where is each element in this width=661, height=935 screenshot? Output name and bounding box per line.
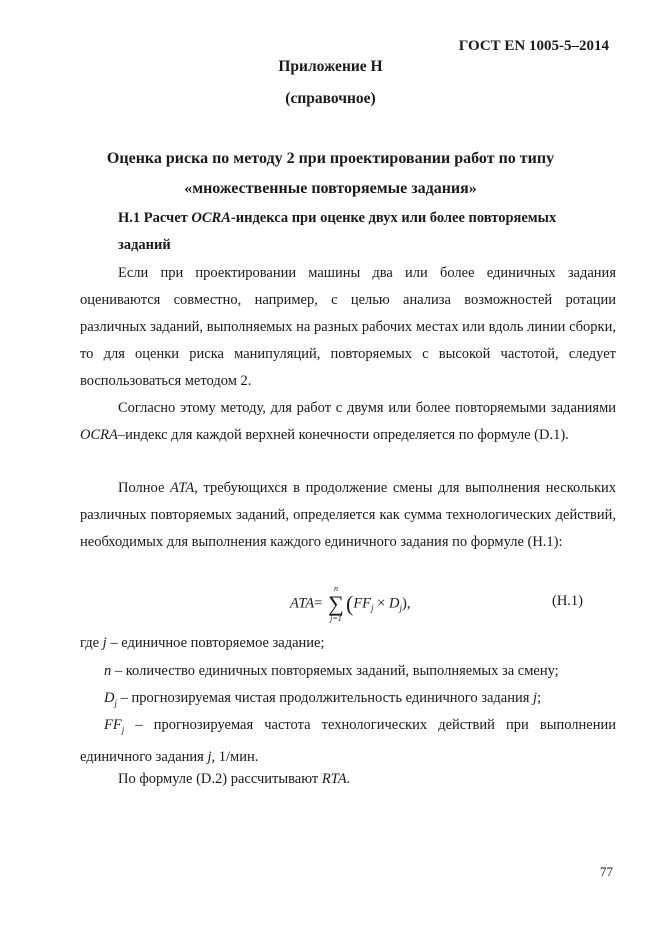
formula-close: ), [401,595,411,612]
def-where: где [80,635,103,651]
heading-line-2: «множественные повторяемые задания» [184,180,477,197]
def-ffj-sub: j [121,724,125,735]
formula-ff: FF [353,595,372,612]
def-j [80,630,325,657]
def-ffj [80,712,616,771]
section-ocra: OCRA [191,210,231,226]
formula-open-paren: ( [345,591,354,616]
page-number: 77 [600,864,613,879]
def-j-symbol: j [102,635,107,651]
section-number: Н.1 Расчет [118,210,192,226]
paragraph-2 [80,395,616,449]
def-dj-text: – прогнозируемая чистая продолжительность единичного задания [117,690,534,706]
def-j-text: – единичное повторяемое задание; [106,635,325,651]
def-ffj-symbol: FF [104,717,122,733]
def-n-text: – количество единичных повторяемых заданий, выполняемых за смену; [111,663,559,679]
sigma-icon: ∑ [328,591,344,616]
formula [290,585,410,623]
p3-text-b: , требующихся в продолжение смены для выполнения нескольких различных повторяемых заданий, определяется как сумма технологических действий, необходимых для выполнения каждого единичного задания по формуле (Н.1): [80,480,616,550]
def-dj-symbol: D [104,690,115,706]
sum-symbol [326,585,346,623]
appendix-title: Приложение Н [278,58,383,75]
p4-rta: RTA [321,771,347,787]
def-ffj-text: – прогнозируемая частота технологических действий при выполнении единичного задания [80,717,616,765]
heading-line-1: Оценка риска по методу 2 при проектировании работ по типу [106,150,555,167]
paragraph-3 [80,475,616,556]
def-n [104,658,559,685]
p4-text-a: По формуле (D.2) рассчитывают [118,771,322,787]
section-heading [118,205,616,259]
sum-lower: j=1 [330,614,342,623]
p2-ocra: OCRA [80,427,118,443]
section-rest: -индекса при оценке двух или более повторяемых [230,210,557,226]
paragraph-1: Если при проектировании машины два или более единичных задания оцениваются совместно, например, с целью анализа возможностей ротации различных заданий, выполняемых на разных рабочих местах или вдоль линии сборки, то для оценки риска манипуляций, повторяемых с высокой частотой, следует воспользоваться методом 2. [80,265,616,389]
formula-ff-sub: j [371,603,374,614]
p3-text-a: Полное [118,480,171,496]
formula-times: × [373,595,389,612]
paragraph-4 [118,766,350,793]
standard-code: ГОСТ EN 1005-5–2014 [458,38,609,54]
def-n-symbol: n [104,663,112,679]
def-ffj-j: j [207,748,212,765]
formula-d-sub: j [399,603,402,614]
p3-ata: ATA [170,480,195,496]
def-dj-j: j [533,690,538,706]
formula-d: D [388,595,400,612]
sum-upper: n [333,584,338,593]
def-dj-sub: j [114,697,117,708]
p2-text-b: –индекс для каждой верхней конечности определяется по формуле (D.1). [117,427,569,443]
def-dj-end: ; [537,690,542,706]
section-line-2: заданий [118,237,171,253]
p4-text-b: . [346,771,351,787]
formula-eq: = [314,595,323,612]
formula-lhs: ATA [290,595,315,612]
appendix-subtitle: (справочное) [285,90,376,107]
equation-number: (Н.1) [552,593,584,609]
p2-text-a: Согласно этому методу, для работ с двумя или более повторяемыми заданиями [118,400,616,416]
def-ffj-end: , 1/мин. [211,748,259,765]
